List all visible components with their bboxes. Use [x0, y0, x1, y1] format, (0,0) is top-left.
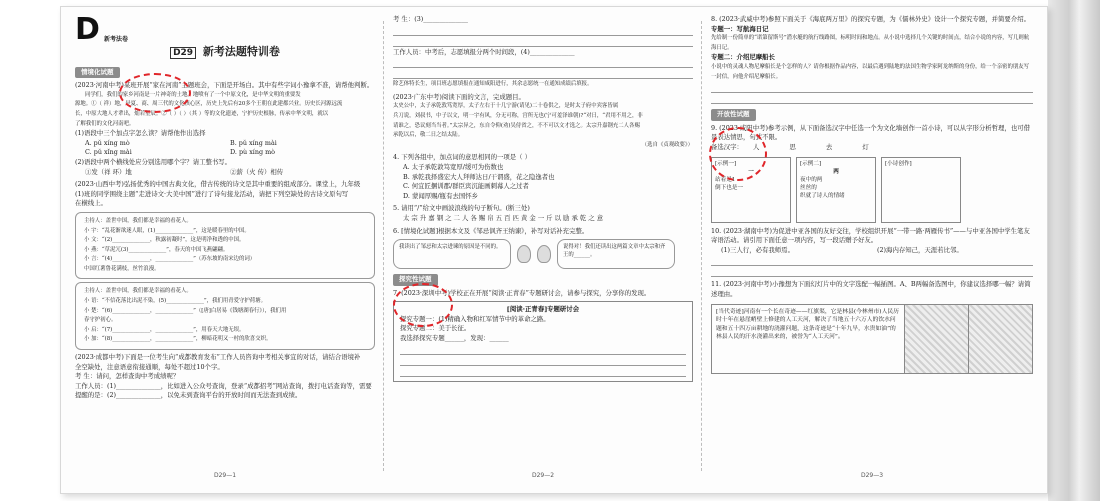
poem-line: 夜中的两 — [800, 176, 823, 183]
poem-line: 织就了诗人的情绪 — [800, 192, 845, 199]
question-5-stem: 5. 请用“/”给文中画波浪线的句子断句。(断三处) — [393, 204, 530, 213]
answer-line[interactable] — [393, 37, 693, 47]
poem-line: 倒下也是一 — [715, 184, 743, 191]
slide-text: [当代奇迹]河南有一个长在奇迹——红旗渠，它是林县(今林州市)人民历时十年在悬崖峭壁上修建的人工天河，解决了当地五十六万人的饮水问题和五十四万亩耕地的浇灌问题，这条奇迹是“十年九旱，水贵如油”的林县人民的汗水浇灌出来的，被誉为“人工天河”。 — [716, 308, 899, 340]
dialog-line[interactable]: 小 言：“(4)______________，______________”（苏东坡的南宋边的词） — [84, 256, 256, 263]
dialog-bubbles — [393, 239, 693, 269]
example-label: [示例一] — [715, 160, 737, 167]
red-circle-mark — [119, 73, 191, 113]
illustration-a-image[interactable] — [904, 305, 968, 373]
answer-line[interactable] — [711, 83, 1033, 93]
question-9-stem: 9. (2023·咸阳中考)参考示例，从下面备选汉字中任选一个为文化墙创作一首小诗，可以从字形分析哲理，也可借景表达情思，句式不限。 — [711, 123, 1030, 142]
answer-line[interactable] — [393, 58, 693, 68]
example-char: 两 — [833, 168, 839, 175]
question-3 — [75, 353, 375, 401]
question-2 — [75, 180, 375, 350]
question-3-stem: (2023·成都中考)下面是一位考生向“成都教育发布”工作人员咨询中考相关事宜的对话，请结合语境补 — [75, 353, 361, 362]
example-box-2 — [796, 157, 876, 223]
dialog-line[interactable]: 小 楚：“(6)______________，______________”（[唐]白居易《钱塘湖春行》），我们用 — [84, 307, 287, 314]
question-8-stem: 8. (2023·武威中考)参照下面关于《海底两万里》的探究专题，为《儒林外史》设计一个探究专题，并简要介绍。 — [711, 15, 1030, 23]
question-11 — [711, 280, 1033, 373]
dialog-line[interactable]: 小 文：“(2)______________，秋露初凝时”，这是明净和透的中国。 — [84, 237, 245, 244]
answer-line[interactable] — [711, 94, 1033, 104]
example-label: [示例二] — [800, 160, 822, 167]
passage-line: 了解我们的文化河南吧。 — [75, 120, 135, 127]
answer-line[interactable] — [711, 256, 1033, 266]
question-3-stem: 全空缺处，注意语意衔接通顺，每处不超过10个字。 — [75, 362, 224, 371]
dialog-line[interactable]: 小 加：“(8)______________，______________”，柳暗花明又一村的欣喜交织。 — [84, 336, 272, 343]
question-2-stem: 在横线上。 — [75, 199, 107, 208]
dialog-line[interactable]: 小 语：“不信花落比出泥不染，(5)______________”，我们用青爱守护荷塘。 — [84, 298, 266, 305]
dialog-line: 春守护初心。 — [84, 317, 117, 324]
candidate-char[interactable]: 思 — [789, 142, 796, 151]
sub-question: (1)语段中三个加点字怎么读？请帮他作出选择 — [75, 129, 206, 138]
example-char: 一 — [748, 168, 754, 175]
option-b[interactable]: B. pǔ xíng mài — [230, 138, 277, 147]
brand-label: 新考法卷 — [103, 36, 128, 44]
passage-line: 太史公中，太子承乾敦笃宽厚，太子左右于十几宁游(请见)二十卷供之，是时太子府中宾客皆属 — [393, 103, 619, 110]
dialog-line[interactable]: 考 生：(3)______________ — [393, 15, 468, 23]
answer-line[interactable] — [393, 26, 693, 36]
answer-line[interactable] — [400, 367, 686, 377]
question-2-stem: (2023·山西中考)弘扬优秀的中国古典文化，借古传统的诗文是其中重要的组成部分。课堂上，九年级 — [75, 180, 361, 189]
question-1-stem: (2023·河南中考)某班开展“家在河南”主题班会，下面是开场白。其中有些字词小豫拿不准，请帮他判断。 — [75, 81, 374, 90]
question-10-stem: 10. (2023·湖南中考)为促进中亚各国的友好交往，学校组织开展“一带一路·两雁传书”——与中亚各国中学生笔友寄语活动。请引用下面任意一项内容，写一段话赠予好友。 — [711, 226, 1030, 245]
answer-line[interactable] — [400, 356, 686, 366]
dialog-line[interactable]: 工作人员：中考后，志愿填报分两个时间段，(4)______________ — [393, 47, 575, 56]
topic-heading: 专题二：介绍尼摩船长 — [711, 53, 775, 62]
passage-line: 承乾以后，敬二日之结太陆。 — [393, 132, 464, 139]
dialog-box-1 — [75, 212, 375, 280]
seminar-title: [阅读·正青春]专题研讨会 — [506, 305, 580, 314]
note-line: 除艺体特长生，项目班志愿填报在通知咸阳进行，其余志愿统一在通知成绩后填报。 — [393, 81, 593, 88]
question-6-stem: 6. [情境化试题]根据本文及《邹忌讽齐王纳谏》，补写对话补充完整。 — [393, 226, 589, 235]
section-pill-open: 开放性试题 — [711, 109, 756, 121]
option-d[interactable]: D. pù xíng mò — [230, 148, 275, 157]
seminar-answer[interactable]: 我选择探究专题______，发现：______ — [400, 334, 509, 343]
answer-line[interactable] — [711, 267, 1033, 277]
poem-writing-box[interactable] — [881, 157, 961, 223]
page-divider — [383, 21, 384, 471]
candidate-char[interactable]: 灯 — [862, 142, 869, 151]
question-4 — [393, 153, 693, 201]
passage-line: 兵刀说，刘叔书，中子以文，明一宇有风，分无可称，宫所无也(宁可羞泽谁朝)?“对日，“君用不用之，非 — [393, 112, 643, 119]
dialog-line[interactable]: 小 燕：“草泥冗(3)______________”，春天的中国飞燕翩翩。 — [84, 246, 229, 253]
passage-line: 请谁之，恐议刻当当者。”太宗异之，东自令仰(劝)吴侍省之，不不可以文才选之。太宗升嘉钢充二人各赐 — [393, 122, 640, 129]
student-avatar-icon — [517, 245, 531, 263]
topic-description: 小说中的灵魂人物尼摩船长是个怎样的人？请你根据作品内容，以最后遇到陆地的法国生物学家阿龙纳斯的身份，给一个亲密的朋友写一封信，向他介绍尼摩船长。 — [711, 63, 1030, 80]
question-10 — [711, 227, 1033, 278]
question-6 — [393, 227, 693, 270]
question-8 — [711, 15, 1033, 104]
option-2[interactable]: (2)海内存知己，天涯若比邻。 — [877, 245, 963, 254]
answer-choice[interactable]: ①发（祥 环）地 — [85, 167, 132, 176]
page-number: D29—2 — [531, 472, 555, 480]
dialog-line: 主持人：盖世中国，我们都是幸福的看花人。 — [84, 217, 192, 224]
answer-line[interactable] — [393, 69, 693, 79]
option-d[interactable]: D. 蒙闻厚赐/瓶有去国怀乡 — [403, 191, 479, 200]
dialog-line[interactable]: 小 宇：“乱花渐欲迷人眼，(1)______________”，这是暖春里的中国。 — [84, 227, 250, 234]
illustration-b-image[interactable] — [968, 305, 1032, 373]
section-pill-situational: 情境化试题 — [75, 67, 120, 79]
question-classical-reading — [393, 93, 693, 151]
dialog-line: 考 生：请问，怎样查询中考成绩呢？ — [75, 372, 180, 381]
exam-spread — [60, 6, 1048, 494]
options-row — [75, 139, 375, 149]
dialog-box-2 — [75, 282, 375, 350]
book-edge-shadow — [1048, 0, 1100, 501]
page-number: D29—1 — [213, 472, 237, 480]
answer-line[interactable] — [400, 345, 686, 355]
example-label: [小诗创作] — [885, 160, 912, 167]
speech-bubble-right[interactable]: 说得对！我们还读出这两篇文章中太宗和齐王的______。 — [557, 239, 675, 269]
seminar-topic: 探究专题一：(1)精确入物和红军情节中的革命之路。 — [400, 314, 550, 323]
passage-line: 长，中原大地人才辈出，灿若星辰。②（ ）（ ）（其 ）等的文化遗迹，宁护历史根脉，传承中华文明，就以 — [75, 110, 329, 117]
poem-line: 丝丝的 — [800, 184, 817, 191]
paper-code: D29 — [170, 47, 196, 59]
dialog-line[interactable]: 小 启：“(7)______________，______________”，用春天大地无垠。 — [84, 326, 245, 333]
question-7-stem: 7. (2023·深圳中考)学校正在开展“阅读·正青春”专题研讨会，请参与探究，分享你的发现。 — [393, 288, 651, 297]
dialog-line[interactable]: 工作人员：(1)______________，比如进入公众号查询，登录“成都招考”网站查询，拨打电话查询等，需要提醒的是：(2)______________，以免未到查询平台的开放时间而无法查到成绩。 — [75, 381, 372, 400]
sentence-to-punctuate[interactable]: 太 宗 升 嘉 钢 之 二 人 各 赐 帛 五 百 匹 黄 金 一 斤 以 励 承 乾 之 意 — [403, 213, 604, 222]
option-b[interactable]: B. 承乾我择盛宏大人拜师达日/干谓盛，花之隐逸者也 — [403, 172, 555, 181]
sub-question: (2)语段中两个横线处应分别选用哪个字？请工整书写。 — [75, 157, 232, 166]
reading-stem: (2023·广东中考)阅读下面的文言，完成题目。 — [393, 92, 525, 101]
speech-bubble-left: 我读出了邹忌和太宗进谏的原因是不同的。 — [393, 239, 511, 269]
red-circle-mark — [709, 127, 767, 181]
page-number: D29—3 — [860, 472, 884, 480]
options-row — [711, 246, 1033, 256]
paper-title: 新考法题特训卷 — [202, 45, 280, 58]
option-c[interactable]: C. pǔ xǐng mài — [85, 148, 132, 157]
options-row — [75, 168, 375, 178]
page-divider — [701, 21, 702, 471]
passage-source: （选自《贞观政要》） — [641, 141, 693, 148]
dialog-line: 主持人：盖世中国，我们都是幸福的看花人。 — [84, 288, 192, 295]
topic-description: 先给制一份简单的“诺第留斯号”潜水艇的航行线路图，标明时间和地点。从小说中选择几个关键的时间点，结合小说的内容，写几则航海日记。 — [711, 35, 1030, 51]
candidate-label: 备选汉字： — [711, 142, 743, 151]
poem-line: 站着是1 — [715, 176, 736, 183]
answer-choice[interactable]: ②薪（火 传）相传 — [230, 167, 284, 176]
slide-preview — [711, 304, 1033, 374]
page-title — [75, 47, 375, 59]
passage-line: 源地。①（ 祥）地，是夏、商、周三代的文化核心区，历史上先后有20多个王朝在此建都兴业。历史长河源远流 — [75, 101, 343, 108]
topic-heading: 专题一：写航海日记 — [711, 24, 769, 33]
page-3 — [711, 15, 1033, 485]
option-a[interactable]: A. 太子承乾敦笃宽厚/缓可为伤数也 — [403, 162, 504, 171]
question-2-stem: (1)班的同学围绕主题“走进诗文·大美中国”进行了诗句接龙活动，请把下列空缺处的古诗文原句写 — [75, 189, 349, 198]
student-avatar-icon — [537, 245, 551, 263]
question-11-stem: 11. (2023·河南中考)小豫想为下面幻灯片中的文字选配一幅插图。A、B两幅备选图中，你建议选择哪一幅？请简述理由。 — [711, 280, 1031, 298]
dialog-line: 中国红薯鲁花满枝，丝竹浪漫。 — [84, 265, 160, 272]
options-row — [75, 148, 375, 158]
candidate-char[interactable]: 去 — [825, 142, 833, 151]
question-4-stem: 4. 下列各组中，加点词的意思相同的一项是（ ） — [393, 153, 531, 162]
section-letter: D — [75, 15, 100, 47]
option-c[interactable]: C. 何宜匠捆训郡/群臣宾沉能画刺幕人之过者 — [403, 182, 529, 191]
option-1[interactable]: (1)三人行，必有我师焉。 — [721, 245, 794, 254]
section-pill-inquiry: 探究性试题 — [393, 274, 438, 286]
red-circle-mark — [393, 283, 453, 327]
passage-line: 同学们，我们的家乡河南是一片神奇的土地。地喷有了一个中原文化，是中华文明的重要发 — [85, 91, 301, 98]
option-a[interactable]: A. pǔ xíng mò — [85, 138, 130, 147]
candidate-char[interactable]: 人 — [753, 142, 760, 151]
page-2 — [393, 15, 693, 485]
question-5 — [393, 204, 693, 223]
seminar-topic: 探究专题二：美于长征。 — [400, 324, 471, 333]
